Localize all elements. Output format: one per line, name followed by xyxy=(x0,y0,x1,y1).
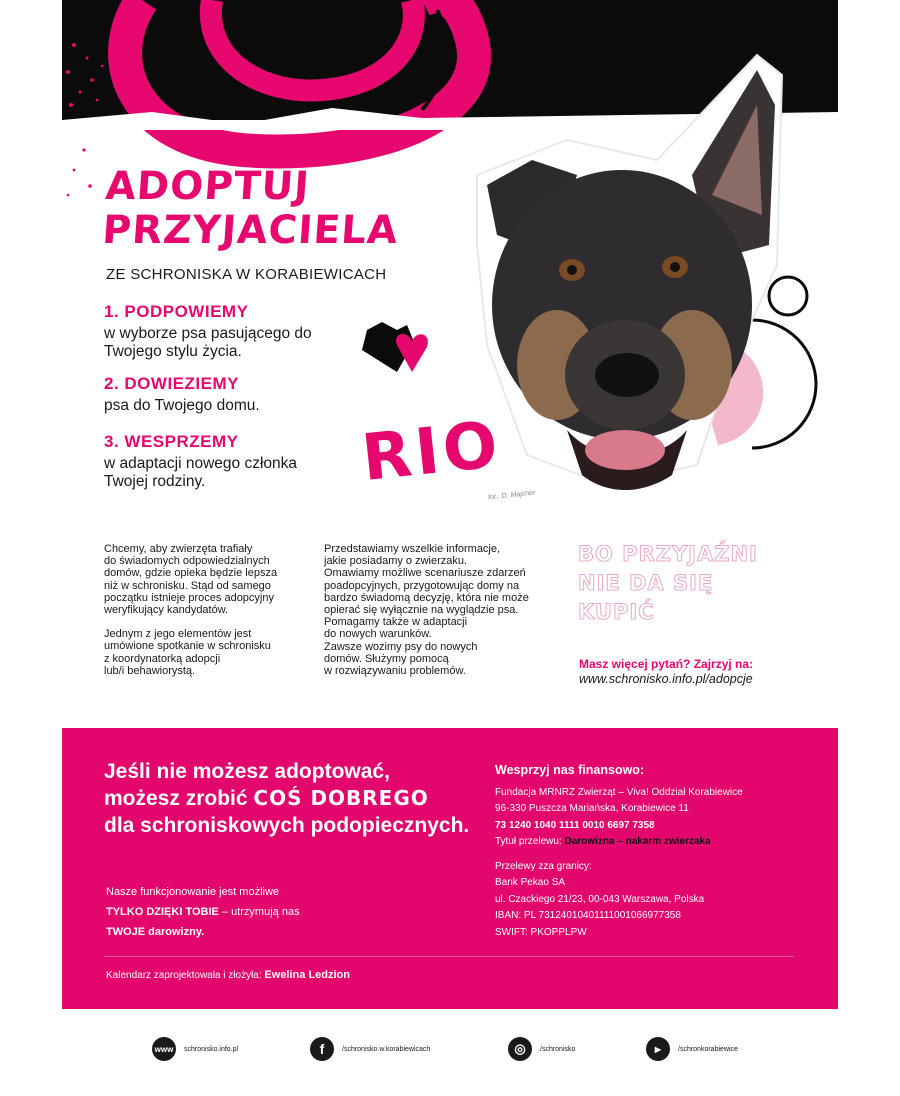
divider xyxy=(104,956,794,957)
step-desc: w adaptacji nowego członka Twojej rodziny. xyxy=(104,455,298,490)
social-text: /schronisko xyxy=(540,1045,576,1053)
adoption-link[interactable]: www.schronisko.info.pl/adopcje xyxy=(579,672,753,686)
motto: BO PRZYJAŹNI NIE DA SIĘ KUPIĆ xyxy=(578,542,758,624)
bank-title: Wesprzyj nas finansowo: xyxy=(495,763,645,777)
more-questions: Masz więcej pytań? Zajrzyj na: xyxy=(579,657,754,671)
social-text: /schronkorabiewice xyxy=(678,1045,738,1053)
social-text: /schronisko.w.korabiewicach xyxy=(342,1045,431,1053)
account-number[interactable]: 73 1240 1040 1111 0010 6697 7358 xyxy=(495,819,655,831)
donation-headline: Jeśli nie możesz adoptować, możesz zrobić COŚ DOBREGO dla schroniskowych podopiecznych. xyxy=(104,760,470,837)
step-3 xyxy=(104,432,364,491)
bank-details: Wesprzyj nas finansowo: Fundacja MRNRZ Zwierząt – Viva! Oddział Korabiewice 96-330 Puszcza Mariańska, Korabiewice 11 73 1240 1040 1111 0010 6697 7358 Tytuł przelewu: Darowizna – nakarm zwierzaka Przelewy zza granicy: Bank Pekao SA ul. Czackiego 21/23, 00-043 Warszawa, Polska IBAN: PL 73124010401111001066977358 SWIFT: PKOPPLPW xyxy=(495,762,795,941)
dog-photo xyxy=(457,45,787,515)
iban[interactable]: IBAN: PL 73124010401111001066977358 xyxy=(495,910,681,921)
paragraph: Chcemy, aby zwierzęta trafiały do świadomych odpowiedzialnych domów, gdzie opieka będzie lepsza niż w schronisku. Stąd od samego początku istnieje proces adopcyjny weryfikujący kandydatów. xyxy=(104,543,278,617)
social-facebook[interactable] xyxy=(310,1036,430,1062)
subtitle: ZE SCHRONISKA W KORABIEWICACH xyxy=(106,266,387,283)
social-instagram[interactable] xyxy=(508,1036,575,1062)
step-title: 3. WESPRZEMY xyxy=(104,432,239,451)
designer-credit: Kalendarz zaprojektowała i złożyła: Ewelina Ledzion xyxy=(106,969,350,981)
social-www[interactable] xyxy=(152,1036,238,1062)
youtube-icon: ▶ xyxy=(646,1037,670,1061)
facebook-icon: f xyxy=(310,1037,334,1061)
step-title: 1. PODPOWIEMY xyxy=(104,302,249,321)
info-column-2 xyxy=(324,543,544,689)
dog-name: RIO xyxy=(358,407,505,497)
info-column-1 xyxy=(104,543,304,689)
social-text: schronisko.info.pl xyxy=(184,1045,239,1053)
donation-panel xyxy=(62,728,838,1009)
globe-icon: www xyxy=(152,1037,176,1061)
poster xyxy=(62,0,838,1096)
main-title: ADOPTUJ PRZYJACIELA xyxy=(100,164,400,253)
step-desc: psa do Twojego domu. xyxy=(104,397,260,414)
step-title: 2. DOWIEZIEMY xyxy=(104,374,239,393)
thanks-text: Nasze funkcjonowanie jest możliwe TYLKO DZIĘKI TOBIE – utrzymują nas TWOJE darowizny. xyxy=(106,886,300,938)
instagram-icon: ◎ xyxy=(508,1037,532,1061)
paragraph: Jednym z jego elementów jest umówione spotkanie w schronisku z koordynatorką adopcji lub/i behawiorystą. xyxy=(104,628,271,677)
swift[interactable]: SWIFT: PKOPPLPW xyxy=(495,926,587,938)
step-2 xyxy=(104,374,364,415)
social-youtube[interactable] xyxy=(646,1036,738,1062)
pink-loop-inner xyxy=(211,0,414,90)
step-1 xyxy=(104,302,364,361)
step-desc: w wyborze psa pasującego do Twojego stylu życia. xyxy=(104,325,312,360)
photo-credit: fot.: D. Majcher xyxy=(487,489,536,502)
paragraph: Przedstawiamy wszelkie informacje, jakie posiadamy o zwierzaku. Omawiamy możliwe scenariusze zdarzeń poadopcyjnych, przygotowując domy na bardzo świadomą decyzję, która nie może opierać się wyłącznie na wyglądzie psa. Pomagamy także w adaptacji do nowych warunków. Zawsze wozimy psy do nowych domów. Służymy pomocą w rozwiązywaniu problemów. xyxy=(324,543,529,678)
